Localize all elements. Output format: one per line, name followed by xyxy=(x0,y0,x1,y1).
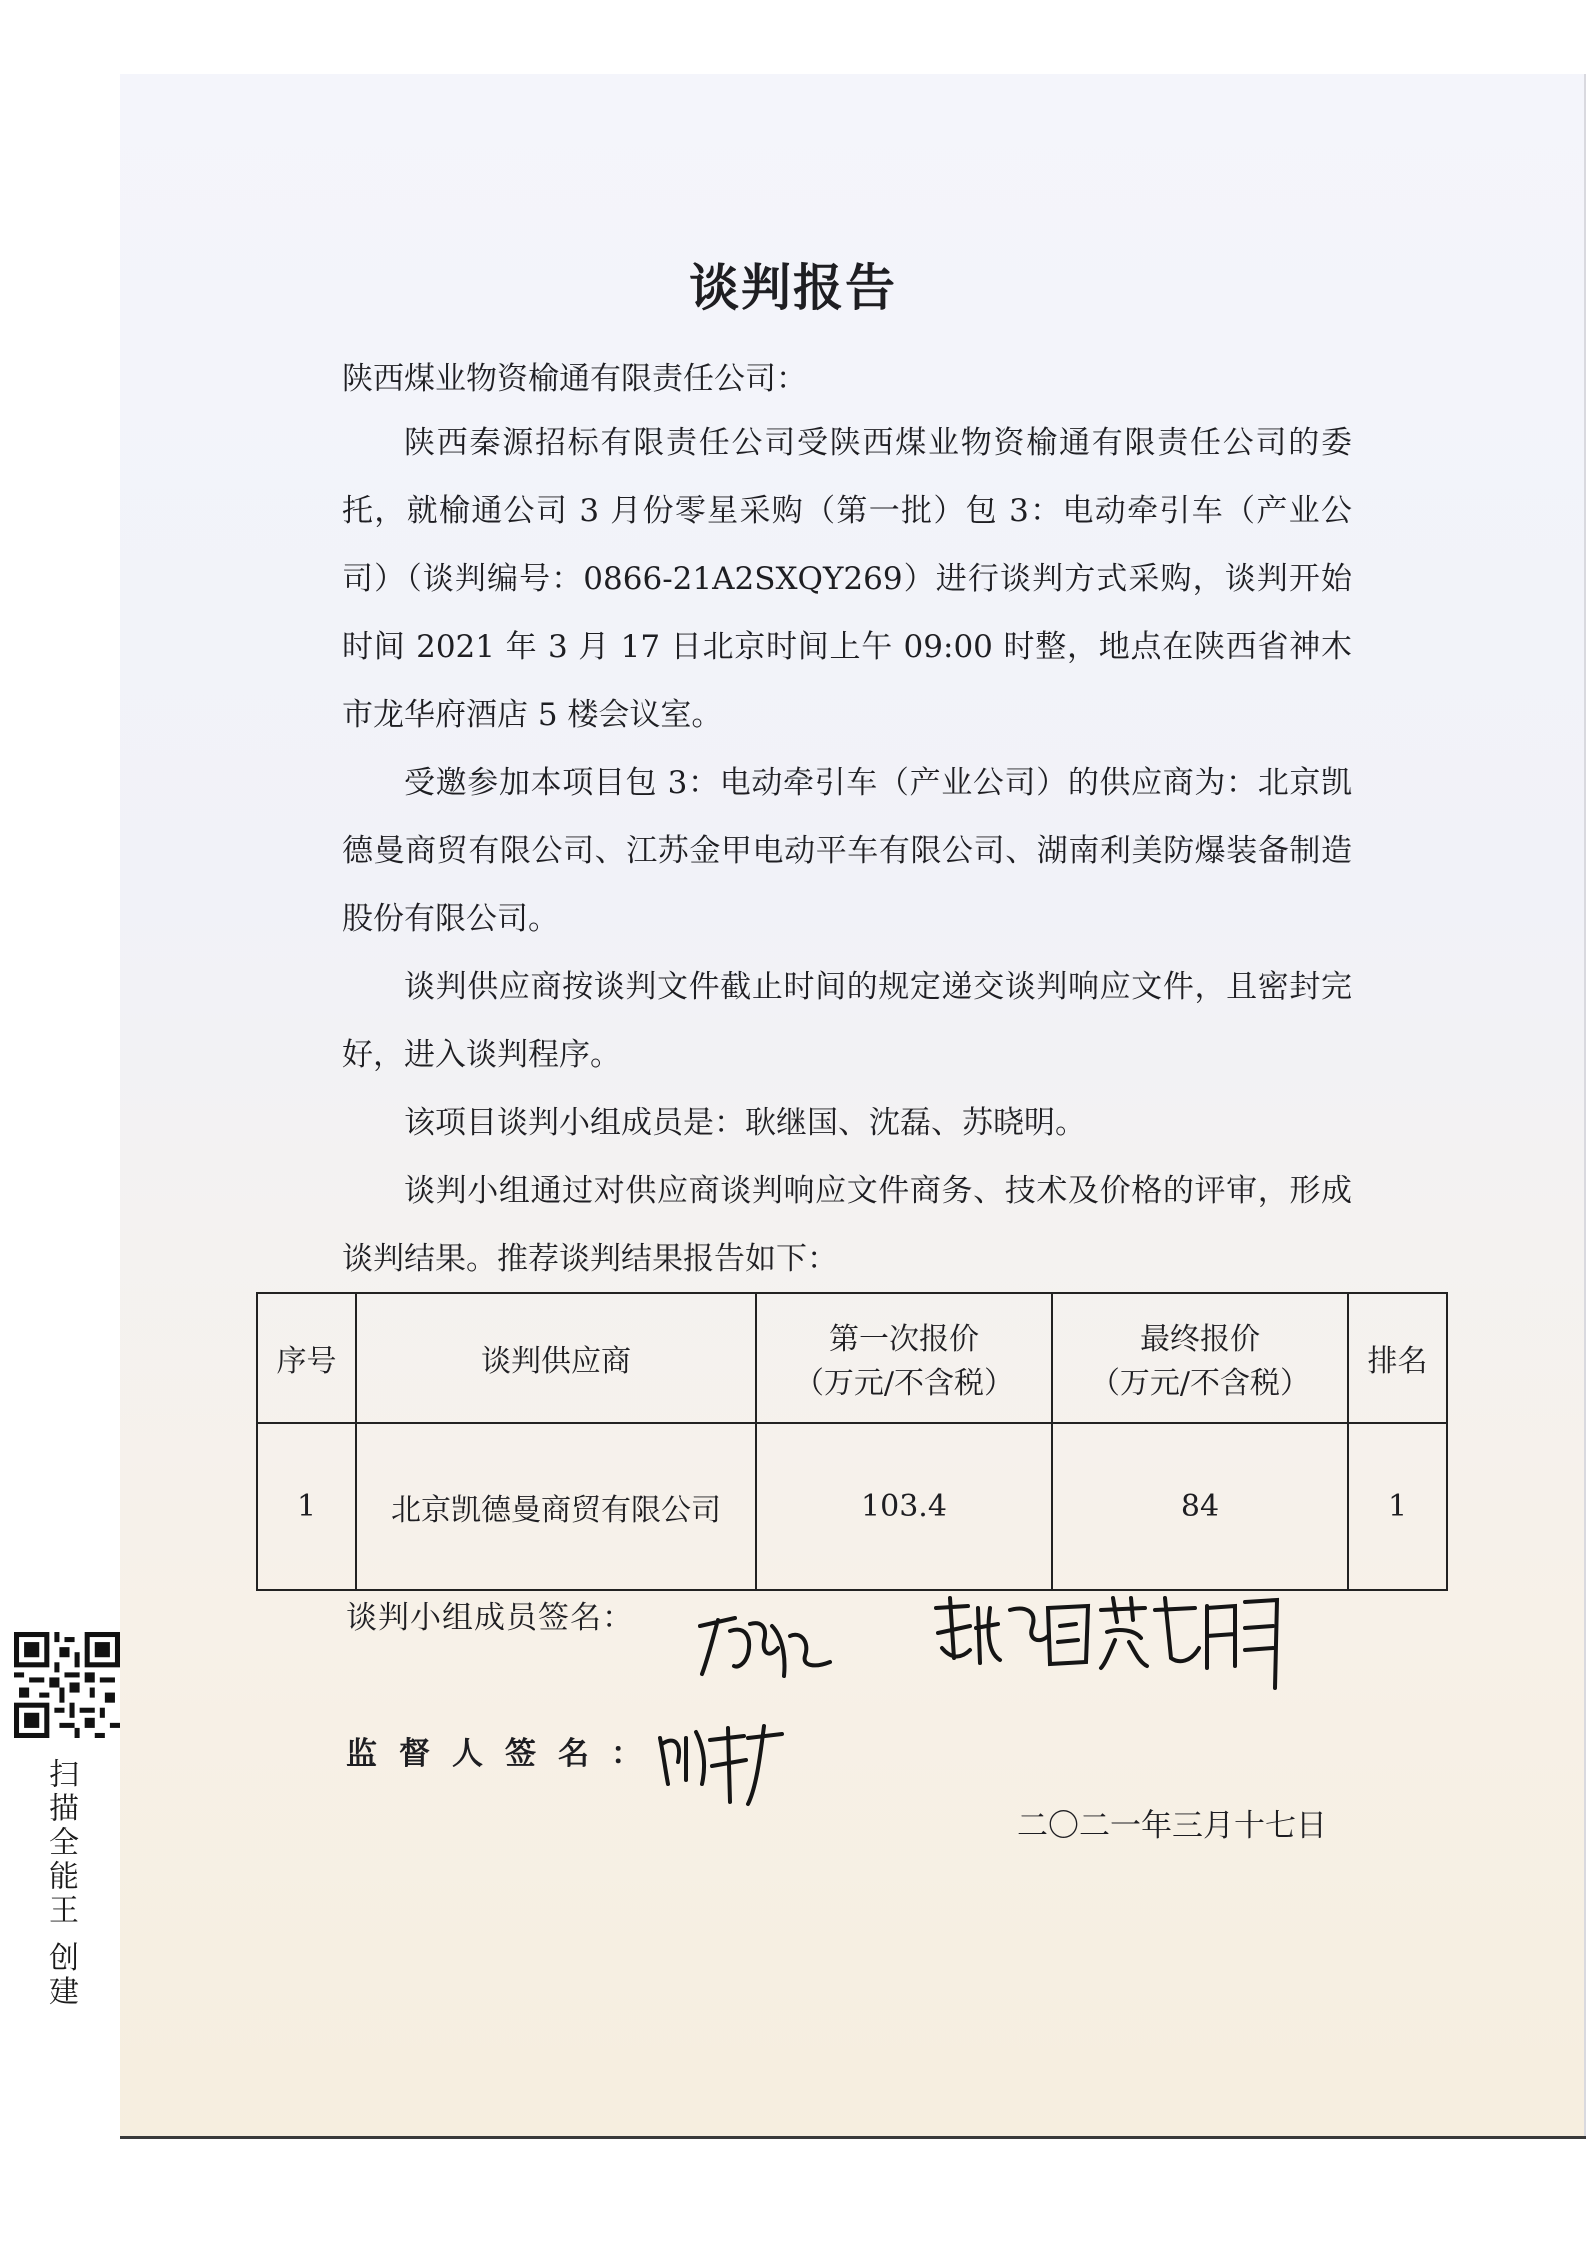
paragraph: 该项目谈判小组成员是：耿继国、沈磊、苏晓明。 xyxy=(404,1105,1086,1141)
paragraph: 受邀参加本项目包 3：电动牵引车（产业公司）的供应商为：北京凯德曼商贸有限公司、江苏金甲电动平车有限公司、湖南利美防爆装备制造股份有限公司。 xyxy=(342,765,1352,937)
table-header-row xyxy=(257,1293,1447,1423)
cell-supplier: 北京凯德曼商贸有限公司 xyxy=(356,1423,756,1590)
cell-rank: 1 xyxy=(1348,1423,1447,1590)
header-first-quote-label: 第一次报价 xyxy=(829,1322,979,1357)
cell-final-quote: 84 xyxy=(1052,1423,1348,1590)
table-row xyxy=(257,1423,1447,1590)
cell-index: 1 xyxy=(257,1423,356,1590)
document-date: 二〇二一年三月十七日 xyxy=(1017,1808,1327,1844)
panel-signature-label: 谈判小组成员签名： xyxy=(346,1600,634,1636)
header-first-quote-unit: （万元/不含税） xyxy=(793,1366,1015,1401)
header-index: 序号 xyxy=(257,1293,356,1423)
document-title: 谈判报告 xyxy=(689,259,897,317)
header-supplier: 谈判供应商 xyxy=(356,1293,756,1423)
header-final-quote-label: 最终报价 xyxy=(1140,1322,1260,1357)
signature-supervisor xyxy=(652,1718,792,1808)
paragraph: 陕西秦源招标有限责任公司受陕西煤业物资榆通有限责任公司的委托，就榆通公司 3 月份零星采购（第一批）包 3：电动牵引车（产业公司）（谈判编号：0866-21A2SXQY269）进行谈判方式采购，谈判开始时间 2021 年 3 月 17 日北京时间上午 09:00 时整，地点在陕西省神木市龙华府酒店 5 楼会议室。 xyxy=(342,425,1352,733)
qr-code-icon xyxy=(14,1632,120,1738)
header-final-quote xyxy=(1052,1293,1348,1423)
signature-panel-member-1 xyxy=(690,1596,840,1686)
signature-panel-member-2 xyxy=(928,1588,1098,1678)
salutation: 陕西煤业物资榆通有限责任公司： xyxy=(342,361,807,397)
header-first-quote xyxy=(756,1293,1052,1423)
cell-first-quote: 103.4 xyxy=(756,1423,1052,1590)
header-final-quote-unit: （万元/不含税） xyxy=(1089,1366,1311,1401)
supervisor-signature-label: 监督人签名： xyxy=(346,1736,664,1772)
paragraph: 谈判供应商按谈判文件截止时间的规定递交谈判响应文件，且密封完好，进入谈判程序。 xyxy=(342,969,1352,1073)
header-rank: 排名 xyxy=(1348,1293,1447,1423)
signature-panel-member-3 xyxy=(1095,1588,1285,1698)
body-paragraphs xyxy=(342,409,1352,1293)
paragraph: 谈判小组通过对供应商谈判响应文件商务、技术及价格的评审，形成谈判结果。推荐谈判结果报告如下： xyxy=(342,1173,1352,1277)
result-table xyxy=(256,1292,1448,1591)
scanner-watermark: 扫描全能王 创建 xyxy=(43,1758,78,2010)
